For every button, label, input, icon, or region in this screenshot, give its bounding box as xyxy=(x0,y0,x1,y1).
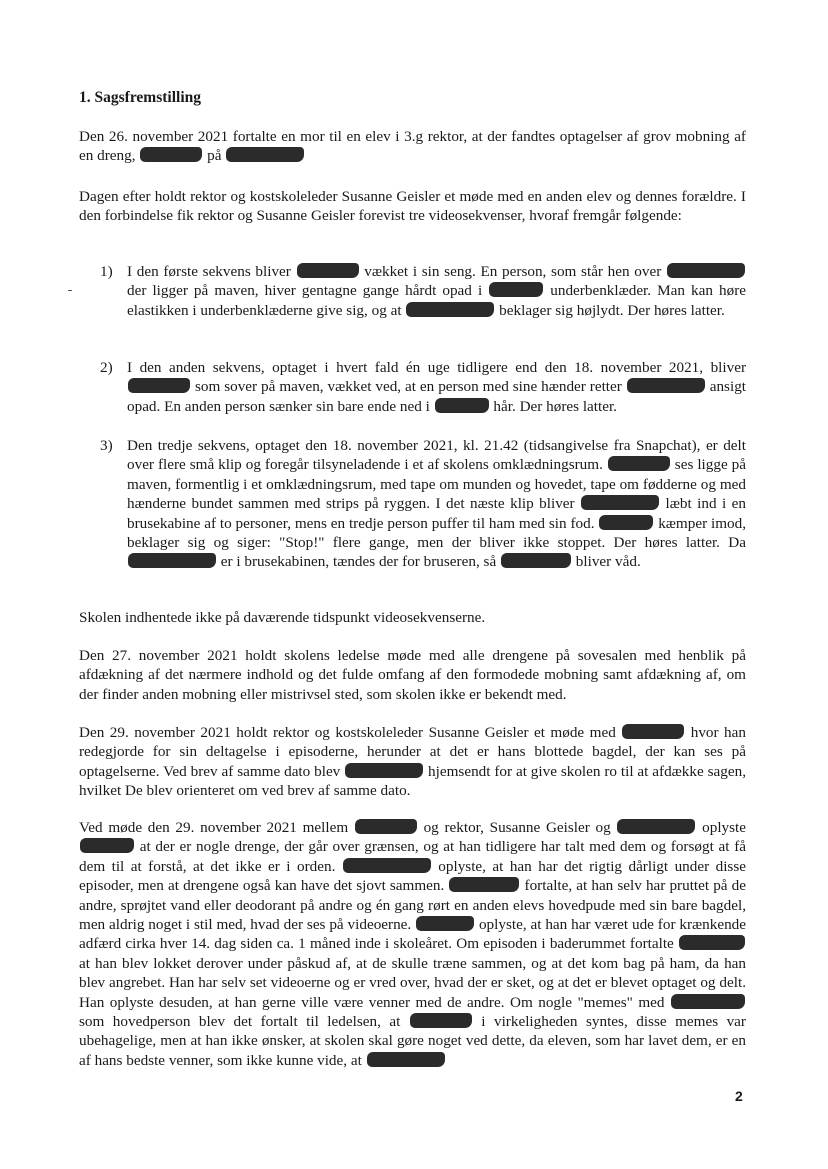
redaction-mark xyxy=(406,302,494,317)
redaction-mark xyxy=(140,147,202,162)
list-item-text: Den tredje sekvens, optaget den 18. november 2021, kl. 21.42 (tidsangivelse fra Snapchat), er delt over flere små klip og foregår tilsyneladende i et af skolens omklædningsrum. ses ligge på maven, formentlig i et omklædningsrum, med tape om munden og hovedet, tape om fødderne og med hænderne bundet sammen med strips på ryggen. I det næste klip bliver læbt ind i en brusekabine af to personer, mens en tredje person puffer til ham med sin fod. kæmper imod, beklager sig og siger: "Stop!" flere gange, men der bliver ikke stoppet. Der høres latter. Da er i brusekabinen, tændes der for bruseren, så bliver våd. xyxy=(127,437,746,571)
list-item-number: 3) xyxy=(100,437,113,454)
redaction-mark xyxy=(343,858,431,873)
redaction-mark xyxy=(581,495,659,510)
redaction-mark xyxy=(622,724,684,739)
redaction-mark xyxy=(608,456,670,471)
list-item-text: I den første sekvens bliver vækket i sin seng. En person, som står hen over der ligger på maven, hiver gentagne gange hårdt opad i underbenklæder. Man kan høre elastikken i underbenklæderne give sig, og at beklager sig højlydt. Der høres latter. xyxy=(127,263,746,319)
redaction-mark xyxy=(679,935,745,950)
redaction-mark xyxy=(489,282,543,297)
redaction-mark xyxy=(501,553,571,568)
list-item-text: I den anden sekvens, optaget i hvert fald én uge tidligere end den 18. november 2021, bliver som sover på maven, vækket ved, at en person med sine hænder retter ansigt opad. En anden person sænker sin bare ende ned i hår. Der høres latter. xyxy=(127,359,747,415)
redaction-mark xyxy=(617,819,695,834)
redaction-mark xyxy=(410,1013,472,1028)
redaction-mark xyxy=(435,398,489,413)
redaction-mark xyxy=(297,263,359,278)
redaction-mark xyxy=(667,263,745,278)
list-item xyxy=(100,262,746,320)
paragraph-4: Den 27. november 2021 holdt skolens ledelse møde med alle drengene på sovesalen med henblik på afdækning af det nærmere indhold og det fulde omfang af den formodede mobning samt afdækning af, om der finder anden mobning eller mistrivsel sted, som skolen ikke er bekendt med. xyxy=(79,647,746,703)
paragraph-6: Ved møde den 29. november 2021 mellem og rektor, Susanne Geisler og oplyste at der er nogle drenge, der går over grænsen, og at han tidligere har talt med dem og forsøgt at få dem til at forstå, at det ikke er i orden. oplyste, at han har det rigtig dårligt under disse episoder, men at drengene også kan have det sjovt sammen. fortalte, at han selv har pruttet på de andre, sprøjtet vand eller deodorant på andre og én gang rørt en anden elevs hovedpude med sin bare bagdel, men aldrig noget i stil med, hvad der ses på videoerne. oplyste, at han har været ude for krænkende adfærd cirka hver 14. dag siden ca. 1 måned inde i skoleåret. Om episoden i baderummet fortalte at han blev lokket derover under påskud af, at de skulle træne sammen, og at det kom bag på ham, da han blev angrebet. Han har selv set videoerne og er vred over, hvad der er sket, og at det er blevet optaget og delt. Han oplyste desuden, at han gerne ville være venner med de andre. Om nogle "memes" med som hovedperson blev det fortalt til ledelsen, at i virkeligheden syntes, disse memes var ubehagelige, men at han ikke ønsker, at skolen skal gøre noget ved dette, da eleven, som har lavet dem, er en af hans bedste venner, som ikke kunne vide, at xyxy=(79,819,747,1069)
redaction-mark xyxy=(449,877,519,892)
section-heading: 1. Sagsfremstilling xyxy=(79,89,201,106)
redaction-mark xyxy=(128,378,190,393)
redaction-mark xyxy=(671,994,745,1009)
list-item xyxy=(100,358,746,416)
redaction-mark xyxy=(128,553,216,568)
list-item-number: 1) xyxy=(100,263,113,280)
redaction-mark xyxy=(355,819,417,834)
paragraph-3: Skolen indhentede ikke på daværende tidspunkt videosekvenserne. xyxy=(79,609,486,626)
page-number: 2 xyxy=(735,1088,743,1104)
redaction-mark xyxy=(416,916,474,931)
paragraph-1: Den 26. november 2021 fortalte en mor til en elev i 3.g rektor, at der fandtes optagelser af grov mobning af en dreng, på xyxy=(79,128,746,165)
paragraph-5: Den 29. november 2021 holdt rektor og kostskoleleder Susanne Geisler et møde med hvor han redegjorde for sin deltagelse i episoderne, herunder at det er hans blottede bagdel, der kan ses på optagelserne. Ved brev af samme dato blev hjemsendt for at give skolen ro til at afdække sagen, hvilket De blev orienteret om ved brev af samme dato. xyxy=(79,724,746,800)
redaction-mark xyxy=(80,838,134,853)
paragraph-2: Dagen efter holdt rektor og kostskoleleder Susanne Geisler et møde med en anden elev og dennes forældre. I den forbindelse fik rektor og Susanne Geisler forevist tre videosekvenser, hvoraf fremgår følgende: xyxy=(79,188,746,225)
list-item-number: 2) xyxy=(100,359,113,376)
list-item xyxy=(100,436,746,572)
redaction-mark xyxy=(226,147,304,162)
margin-mark xyxy=(68,290,72,291)
redaction-mark xyxy=(599,515,653,530)
redaction-mark xyxy=(627,378,705,393)
redaction-mark xyxy=(367,1052,445,1067)
redaction-mark xyxy=(345,763,423,778)
